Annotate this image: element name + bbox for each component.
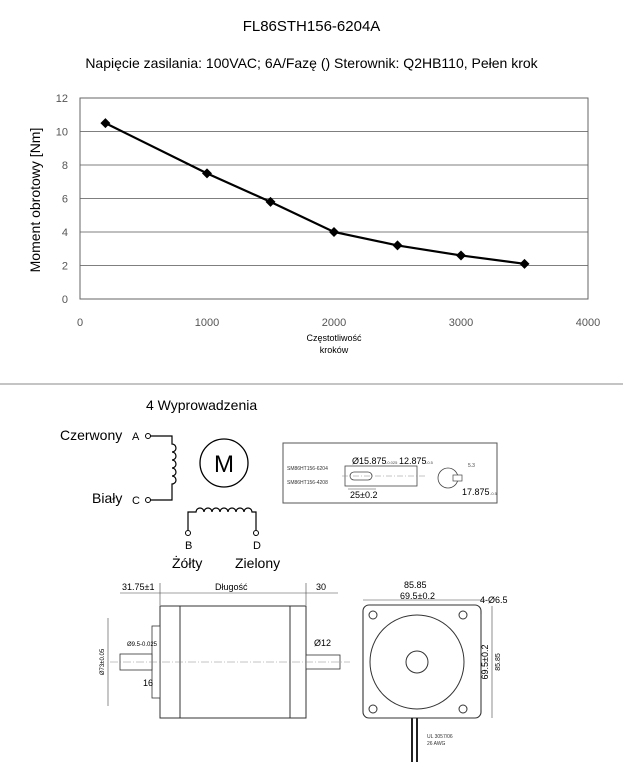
dim-length: 25±0.2 (350, 490, 378, 500)
dim-flat-tol: -0.5 (426, 460, 433, 465)
pin-b-terminal (186, 531, 191, 536)
data-point-marker (202, 168, 212, 178)
y-tick-label: 10 (55, 126, 68, 139)
y-tick-label: 0 (61, 294, 68, 306)
y-tick-label: 6 (61, 193, 68, 206)
wiring-diagram (60, 397, 280, 571)
dim-width: 85.85 (404, 580, 427, 590)
x-tick-label: 1000 (194, 317, 220, 329)
y-axis-label: Moment obrotowy [Nm] (27, 127, 43, 273)
cable-label-2: 26 AWG (427, 741, 446, 747)
dim-shaft-tol: Ø9.5-0.025 (127, 642, 158, 648)
motor-flange-square (363, 605, 481, 718)
dim-length-label: Długość (215, 582, 248, 592)
dim-side-tol: -0.5 (490, 491, 497, 496)
chart-grid (80, 98, 588, 299)
cable-label-1: UL 3057/06 (427, 734, 453, 740)
pin-a-terminal (146, 434, 151, 439)
dim-side: 17.875 (462, 487, 490, 497)
coil-bd (188, 508, 256, 530)
pin-c-terminal (146, 498, 151, 503)
dim-small: 5.3 (468, 463, 475, 469)
dim-shaft: Ø12 (314, 638, 332, 648)
x-tick-label: 3000 (448, 317, 474, 329)
x-tick-label: 0 (76, 317, 84, 329)
data-point-marker (520, 259, 530, 269)
dim-flat: 12.875 (399, 456, 427, 466)
x-tick-labels (77, 317, 600, 329)
y-tick-label: 4 (61, 227, 68, 239)
dim-diameter-tol: -0.025 (386, 460, 398, 465)
shaft-detail-drawing (283, 443, 498, 503)
dim-boss: Ø73±0.05 (100, 648, 106, 676)
model-label-2: SM86HT156-4208 (287, 480, 328, 486)
pin-d-label: D (253, 540, 261, 552)
dim-height: 85.85 (495, 653, 502, 671)
pin-a-label: A (132, 431, 140, 443)
pin-d-terminal (254, 531, 259, 536)
coil-ac (150, 436, 176, 500)
torque-series-line (105, 123, 524, 264)
dim-hole-spacing-v: 69.5±0.2 (480, 644, 490, 680)
torque-chart (27, 93, 600, 355)
dim-holes: 4-Ø6.5 (480, 595, 508, 605)
chart-subtitle: Napięcie zasilania: 100VAC; 6A/Fazę () Sterownik: Q2HB110, Pełen krok (85, 55, 538, 71)
x-axis-label-line1: Częstotliwość (306, 333, 362, 343)
dim-diameter: Ø15.875 (352, 456, 387, 466)
chart-title: FL86STH156-6204A (242, 18, 381, 35)
motor-side-view (100, 582, 350, 718)
pin-c-label: C (132, 495, 140, 507)
data-point-marker (456, 250, 466, 260)
dim-rear: 30 (316, 582, 327, 592)
shaft-end-key (453, 475, 462, 481)
x-tick-label: 4000 (575, 317, 601, 329)
y-tick-label: 8 (61, 160, 68, 172)
wiring-title: 4 Wyprowadzenia (146, 397, 258, 413)
dim-hole-spacing: 69.5±0.2 (400, 591, 435, 601)
wire-green-label: Zielony (235, 555, 281, 571)
dim-16: 16 (143, 678, 154, 688)
wire-yellow-label: Żółty (172, 555, 203, 571)
dim-front: 31.75±1 (122, 582, 155, 592)
pin-b-label: B (185, 540, 193, 552)
y-tick-label: 12 (55, 93, 68, 105)
x-tick-label: 2000 (321, 317, 347, 329)
data-point-marker (393, 240, 403, 250)
x-axis-label-line2: kroków (319, 345, 349, 355)
wire-white-label: Biały (92, 490, 123, 506)
torque-series-points (100, 118, 529, 269)
y-tick-labels (56, 93, 68, 306)
y-tick-label: 2 (61, 260, 68, 273)
motor-symbol-letter: M (214, 451, 234, 478)
data-point-marker (329, 227, 339, 237)
data-point-marker (100, 118, 110, 128)
wire-red-label: Czerwony (60, 427, 123, 443)
motor-front-view (363, 580, 508, 762)
model-label-1: SM86HT156-6204 (287, 466, 328, 472)
